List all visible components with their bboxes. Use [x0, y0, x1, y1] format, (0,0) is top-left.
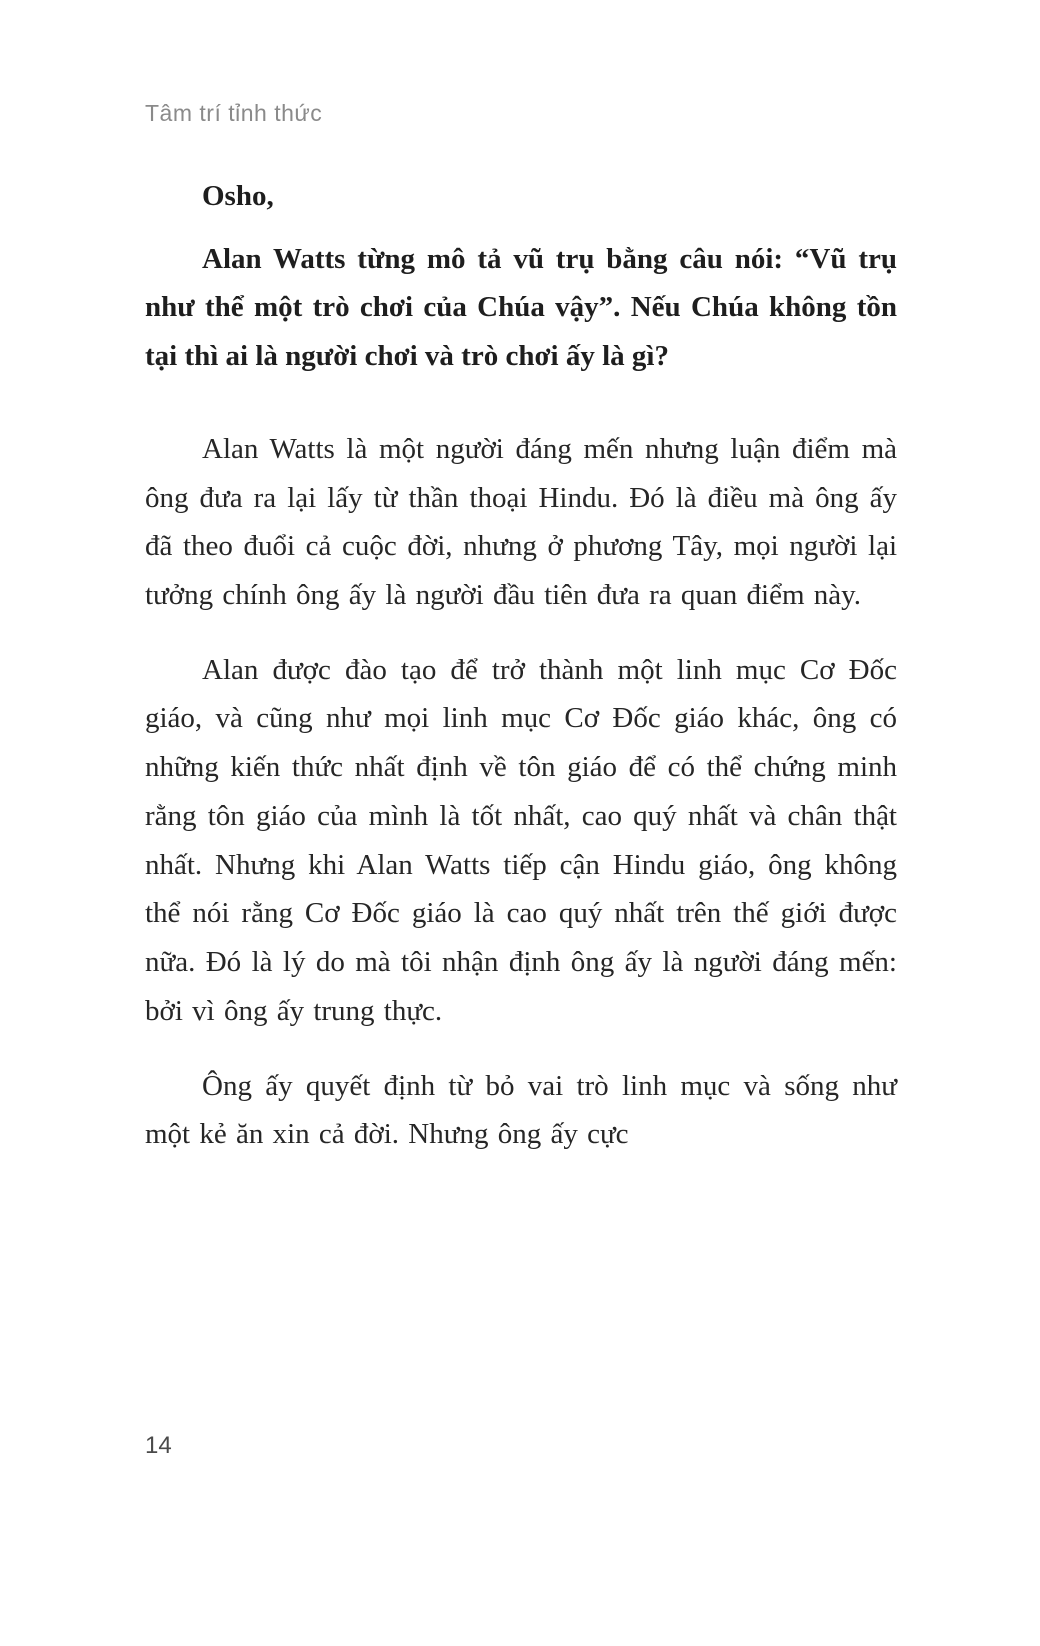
body-paragraph: Alan Watts là một người đáng mến nhưng luận điểm mà ông đưa ra lại lấy từ thần thoại Hindu. Đó là điều mà ông ấy đã theo đuổi cả cuộc đời, nhưng ở phương Tây, mọi người lại tưởng chính ông ấy là người đầu tiên đưa ra quan điểm này. — [145, 432, 897, 612]
page-body — [145, 172, 897, 1185]
salutation: Osho, — [202, 180, 274, 212]
running-title: Tâm trí tỉnh thức — [145, 100, 323, 126]
page-number: 14 — [145, 1432, 172, 1459]
body-paragraph: Alan được đào tạo để trở thành một linh mục Cơ Đốc giáo, và cũng như mọi linh mục Cơ Đốc giáo khác, ông có những kiến thức nhất định về tôn giáo để có thể chứng minh rằng tôn giáo của mình là tốt nhất, cao quý nhất và chân thật nhất. Nhưng khi Alan Watts tiếp cận Hindu giáo, ông không thể nói rằng Cơ Đốc giáo là cao quý nhất trên thế giới được nữa. Đó là lý do mà tôi nhận định ông ấy là người đáng mến: bởi vì ông ấy trung thực. — [145, 653, 897, 1027]
question-paragraph: Alan Watts từng mô tả vũ trụ bằng câu nói: “Vũ trụ như thể một trò chơi của Chúa vậy”. Nếu Chúa không tồn tại thì ai là người chơi và trò chơi ấy là gì? — [145, 242, 897, 373]
body-paragraph: Ông ấy quyết định từ bỏ vai trò linh mục và sống như một kẻ ăn xin cả đời. Nhưng ông ấy cực — [145, 1069, 897, 1151]
